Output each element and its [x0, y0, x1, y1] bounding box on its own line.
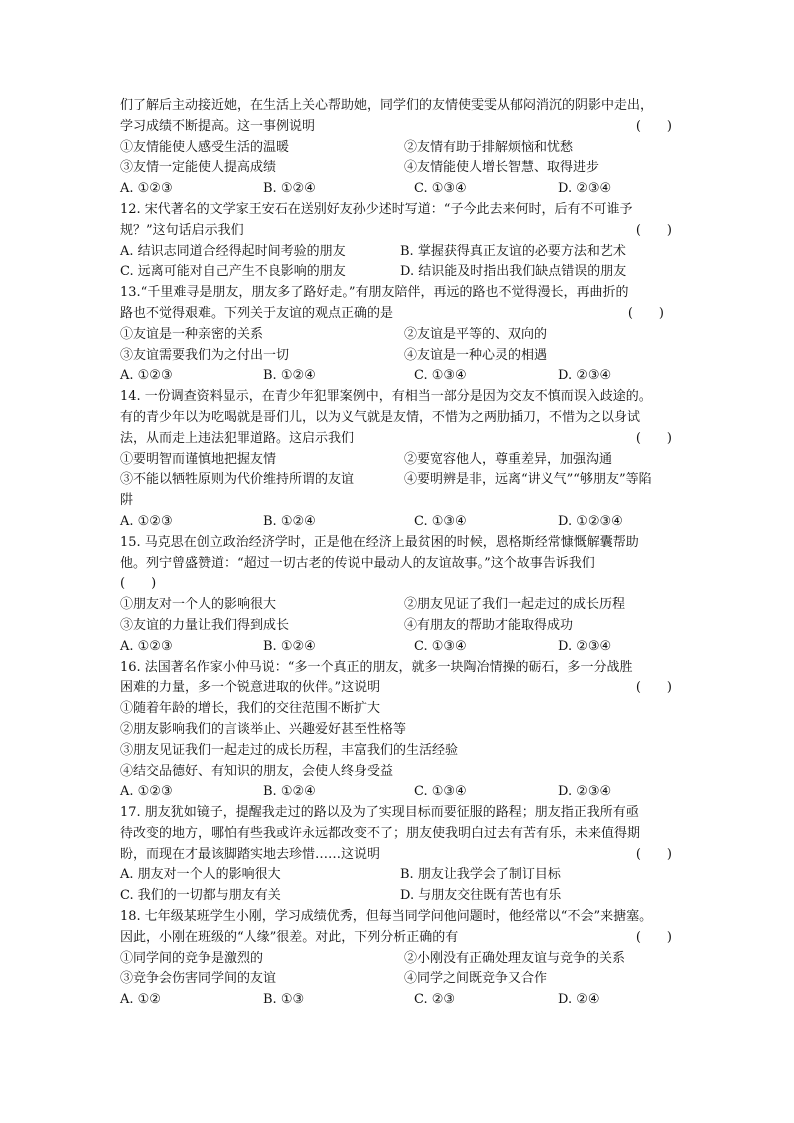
- q18-stem: 因此，小刚在班级的“人缘”很差。对此，下列分析正确的有: [120, 929, 459, 945]
- q17-line3: [120, 845, 680, 866]
- q11-choice-b: B. ①②④: [263, 181, 316, 197]
- q14-opt1: ①要明智而谨慎地把握友情: [120, 451, 277, 467]
- q18-line2: [120, 928, 680, 949]
- q14-choices: [120, 512, 680, 533]
- q14-line3: [120, 429, 680, 450]
- q15-opt4: ④有朋友的帮助才能取得成功: [404, 617, 574, 633]
- q18-opt2: ②小刚没有正确处理友谊与竞争的关系: [404, 950, 626, 966]
- q15-choice-b: B. ①②④: [263, 638, 316, 654]
- q15-opt3: ③友谊的力量让我们得到成长: [120, 617, 290, 633]
- q16-opt1: ①随着年龄的增长，我们的交往范围不断扩大: [120, 701, 381, 717]
- q15-answer-paren: ( ): [120, 576, 157, 592]
- q13-opt1: ①友谊是一种亲密的关系: [120, 326, 264, 342]
- q13-choice-d: D. ②③④: [558, 368, 612, 384]
- q11-opt4: ④友情能使人增长智慧、取得进步: [404, 160, 600, 176]
- q18-choices: [120, 990, 680, 1011]
- q11-choice-c: C. ①③④: [414, 181, 467, 197]
- q14-choice-a: A. ①②③: [120, 513, 173, 529]
- q12-opt-c: C. 远离可能对自己产生不良影响的朋友: [120, 264, 346, 280]
- q16-opt2: ②朋友影响我们的言谈举止、兴趣爱好甚至性格等: [120, 721, 407, 737]
- q16-choice-d: D. ②③④: [558, 784, 612, 800]
- q18-options-row2: [120, 969, 680, 990]
- q12-line2: [120, 221, 680, 242]
- q15-opt2: ②朋友见证了我们一起走过的成长历程: [404, 597, 626, 613]
- q16-choices: [120, 782, 680, 803]
- q11-opt3: ③友情一定能使人提高成绩: [120, 160, 277, 176]
- q14-options-row2: [120, 470, 680, 491]
- q14-choice-b: B. ①②④: [263, 513, 316, 529]
- q12-opt-a: A. 结识志同道合经得起时间考验的朋友: [120, 243, 346, 259]
- q18-line1: 18. 七年级某班学生小刚，学习成绩优秀，但每当同学问他问题时，他经常以“不会”来搪塞。: [120, 909, 653, 925]
- q14-opt4-wrap: 阱: [120, 493, 134, 509]
- q15-choice-a: A. ①②③: [120, 638, 173, 654]
- q16-choice-a: A. ①②③: [120, 784, 173, 800]
- q14-choice-c: C. ①③④: [414, 513, 467, 529]
- q15-line2: 他。列宁曾盛赞道：“超过一切古老的传说中最动人的友谊故事。”这个故事告诉我们: [120, 555, 595, 571]
- q13-choice-b: B. ①②④: [263, 368, 316, 384]
- q11-opt2: ②友情有助于排解烦恼和忧愁: [404, 139, 574, 155]
- q11-choice-a: A. ①②③: [120, 181, 173, 197]
- q15-choice-c: C. ①③④: [414, 638, 467, 654]
- q14-choice-d: D. ①②③④: [558, 513, 623, 529]
- q18-choice-a: A. ①②: [120, 992, 161, 1008]
- q16-answer-paren: ( ): [635, 680, 672, 696]
- q17-options-row1: [120, 865, 680, 886]
- q14-line1: 14. 一份调查资料显示，在青少年犯罪案例中，有相当一部分是因为交友不慎而误入歧途的。: [120, 389, 652, 405]
- q13-opt4: ④友谊是一种心灵的相遇: [404, 347, 548, 363]
- q15-choice-d: D. ②③④: [558, 638, 612, 654]
- q13-line1: 13.“千里难寻是朋友，朋友多了路好走。”有朋友陪伴，再远的路也不觉得漫长，再曲折的: [120, 285, 629, 301]
- q18-choice-b: B. ①③: [263, 992, 305, 1008]
- q13-choice-a: A. ①②③: [120, 368, 173, 384]
- q17-line1: 17. 朋友犹如镜子，提醒我走过的路以及为了实现目标而要征服的路程；朋友指正我所有亟: [120, 805, 639, 821]
- q12-opt-d: D. 结识能及时指出我们缺点错误的朋友: [400, 264, 627, 280]
- q16-line1: 16. 法国著名作家小仲马说：“多一个真正的朋友，就多一块陶冶情操的砺石，多一分战胜: [120, 659, 633, 675]
- q14-opt4: ④要明辨是非，远离“讲义气”“够朋友”等陷: [404, 472, 652, 488]
- q16-choice-b: B. ①②④: [263, 784, 316, 800]
- q18-options-row1: [120, 949, 680, 970]
- q18-answer-paren: ( ): [635, 929, 672, 945]
- q17-options-row2: [120, 886, 680, 907]
- q18-choice-d: D. ②④: [558, 992, 600, 1008]
- q13-answer-paren: ( ): [627, 305, 664, 321]
- q14-opt2: ②要宽容他人，尊重差异，加强沟通: [404, 451, 613, 467]
- q11-choices: [120, 179, 680, 200]
- q12-opt-b: B. 掌握获得真正友谊的必要方法和艺术: [400, 243, 626, 259]
- q11-line2: [120, 117, 680, 138]
- q11-choice-d: D. ②③④: [558, 181, 612, 197]
- q18-opt3: ③竞争会伤害同学间的友谊: [120, 971, 277, 987]
- q12-stem: 规？”这句话启示我们: [120, 222, 244, 238]
- q15-options-row2: [120, 616, 680, 637]
- q15-line1: 15. 马克思在创立政治经济学时，正是他在经济上最贫困的时候，恩格斯经常慷慨解囊帮助: [120, 534, 639, 550]
- q16-opt4: ④结交品德好、有知识的朋友，会使人终身受益: [120, 763, 394, 779]
- q12-answer-paren: ( ): [635, 222, 672, 238]
- q17-opt-b: B. 朋友让我学会了制订目标: [400, 867, 561, 883]
- q14-opt3: ③不能以牺牲原则为代价维持所谓的友谊: [120, 472, 355, 488]
- q11-stem: 学习成绩不断提高。这一事例说明: [120, 118, 316, 134]
- q16-opt3: ③朋友见证我们一起走过的成长历程，丰富我们的生活经验: [120, 742, 459, 758]
- q16-line2: [120, 678, 680, 699]
- q14-answer-paren: ( ): [635, 430, 672, 446]
- q13-opt3: ③友谊需要我们为之付出一切: [120, 347, 290, 363]
- q12-options-row1: [120, 242, 680, 263]
- q17-opt-a: A. 朋友对一个人的影响很大: [120, 867, 281, 883]
- q11-line1: 们了解后主动接近她，在生活上关心帮助她，同学们的友情使雯雯从郁闷消沉的阴影中走出，: [120, 98, 654, 113]
- q17-opt-d: D. 与朋友交往既有苦也有乐: [400, 888, 562, 904]
- q14-stem: 法，从而走上违法犯罪道路。这启示我们: [120, 430, 355, 446]
- q12-options-row2: [120, 262, 680, 283]
- q17-stem: 盼，而现在才最该脚踏实地去珍惜……这说明: [120, 846, 381, 862]
- q13-options-row1: [120, 325, 680, 346]
- q16-stem: 困难的力量，多一个锐意进取的伙伴。”这说明: [120, 680, 381, 696]
- q15-choices: [120, 637, 680, 658]
- q18-opt4: ④同学之间既竞争又合作: [404, 971, 548, 987]
- exam-page: [120, 96, 680, 1011]
- q16-choice-c: C. ①③④: [414, 784, 467, 800]
- q17-opt-c: C. 我们的一切都与朋友有关: [120, 888, 281, 904]
- q13-choice-c: C. ①③④: [414, 368, 467, 384]
- q13-opt2: ②友谊是平等的、双向的: [404, 326, 548, 342]
- q12-line1: 12. 宋代著名的文学家王安石在送别好友孙少述时写道：“子今此去来何时，后有不可谁予: [120, 201, 633, 217]
- q14-options-row1: [120, 450, 680, 471]
- q13-options-row2: [120, 346, 680, 367]
- q11-options-row1: [120, 138, 680, 159]
- q18-opt1: ①同学间的竞争是激烈的: [120, 950, 264, 966]
- q13-stem: 路也不觉得艰难。下列关于友谊的观点正确的是: [120, 305, 394, 321]
- q18-choice-c: C. ②③: [414, 992, 456, 1008]
- q11-options-row2: [120, 158, 680, 179]
- q17-answer-paren: ( ): [635, 846, 672, 862]
- q11-answer-paren: ( ): [635, 118, 672, 134]
- q11-opt1: ①友情能使人感受生活的温暖: [120, 139, 290, 155]
- q15-opt1: ①朋友对一个人的影响很大: [120, 597, 277, 613]
- q17-line2: 待改变的地方，哪怕有些我或许永远都改变不了；朋友使我明白过去有苦有乐，未来值得期: [120, 825, 641, 841]
- q14-line2: 有的青少年以为吃喝就是哥们儿，以为义气就是友情，不惜为之两肋插刀，不惜为之以身试: [120, 409, 641, 425]
- q13-line2: [120, 304, 680, 325]
- q15-options-row1: [120, 595, 680, 616]
- q13-choices: [120, 366, 680, 387]
